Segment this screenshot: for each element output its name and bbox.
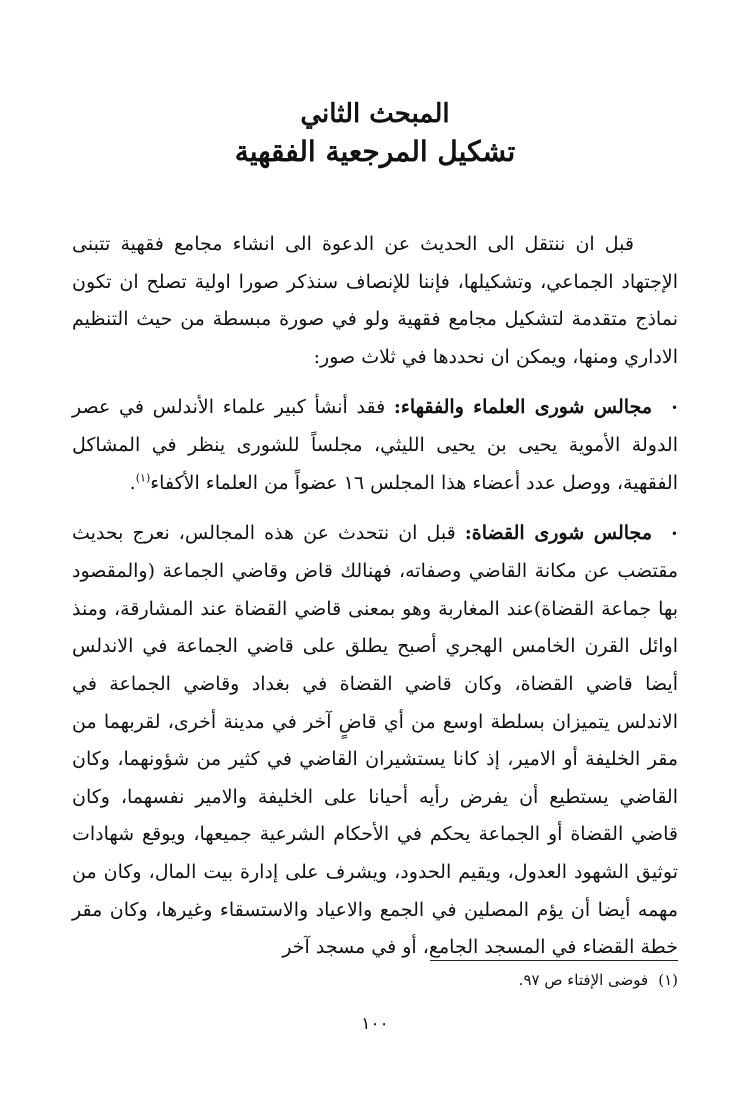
footnote-divider — [430, 960, 678, 961]
item-text: فقد أنشأ كبير علماء الأندلس في عصر الدولة الأموية يحيى بن يحيى الليثي، مجلساً للشورى ينظر في المشاكل الفقهية، ووصل عدد أعضاء هذا المجلس ١٦ عضواً من العلماء الأكفاء — [72, 396, 678, 494]
section-number-title: المبحث الثاني — [300, 99, 450, 129]
item-term: مجالس شورى العلماء والفقهاء: — [393, 396, 653, 419]
list-item — [72, 515, 678, 966]
footnote — [72, 968, 678, 992]
footnote-text: فوضى الإفتاء ص ٩٧. — [518, 971, 649, 989]
section-title: تشكيل المرجعية الفقهية — [234, 135, 516, 168]
item-text: قبل ان نتحدث عن هذه المجالس، نعرج بحديث مقتضب عن مكانة القاضي وصفاته، فهنالك قاض وقاضي الجماعة (والمقصود بها جماعة القضاة)عند المغاربة وهو بمعنى قاضي القضاة عند المشارقة، ومنذ اوائل القرن الخامس الهجري أصبح يطلق على قاضي الجماعة في الاندلس أيضا قاضي القضاة، وكان قاضي القضاة في بغداد وقاضي الجماعة في الاندلس يتميزان بسلطة اوسع من أي قاضٍ آخر في مدينة أخرى، لقربهما من مقر الخليفة أو الامير، إذ كانا يستشيران القاضي في كثير من شؤونهما، وكان القاضي يستطيع أن يفرض رأيه أحيانا على الخليفة والامير نفسهما، وكان قاضي القضاة أو الجماعة يحكم في الأحكام الشرعية جميعها، ويوقع شهادات توثيق الشهود العدول، ويقيم الحدود، ويشرف على إدارة بيت المال، وكان من مهمه أيضا أن يؤم المصلين في الجمع والاعياد والاستسقاء وغيرها، وكان مقر خطة القضاء في المسجد الجامع، أو في مسجد آخر — [72, 522, 678, 959]
body-text — [72, 226, 678, 967]
list-item — [72, 389, 678, 502]
page-number: ١٠٠ — [361, 1014, 389, 1034]
bullet-icon: • — [670, 400, 679, 415]
section-heading — [0, 96, 750, 172]
footnote-number: (١) — [658, 971, 678, 989]
footnote-reference[interactable]: (١) — [135, 471, 151, 485]
intro-paragraph: قبل ان ننتقل الى الحديث عن الدعوة الى انشاء مجامع فقهية تتبنى الإجتهاد الجماعي، وتشكيلها، فإننا للإنصاف سنذكر صورا اولية تصلح ان تكون نماذج متقدمة لتشكيل مجامع فقهية ولو في صورة مبسطة من حيث التنظيم الاداري ومنها، ويمكن ان نحددها في ثلاث صور: — [72, 233, 678, 368]
item-term: مجالس شورى القضاة: — [464, 522, 652, 545]
bullet-icon: • — [670, 526, 678, 541]
item-end-punctuation: . — [129, 471, 136, 494]
